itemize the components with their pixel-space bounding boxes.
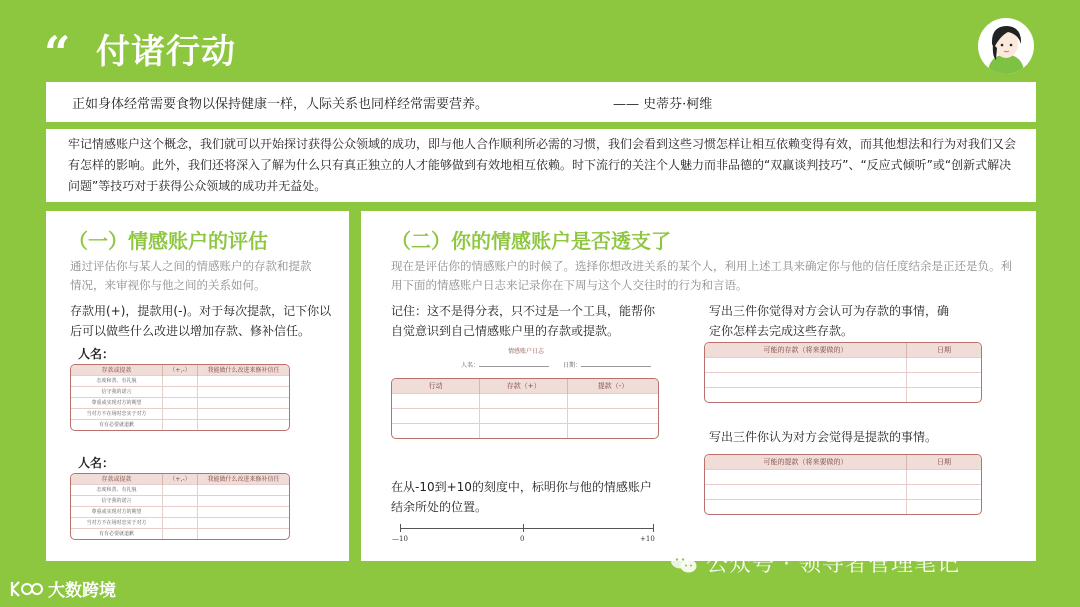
table-row bbox=[71, 506, 289, 517]
table-row bbox=[71, 528, 289, 539]
improve-cell[interactable] bbox=[197, 517, 289, 528]
sign-cell[interactable] bbox=[163, 484, 198, 495]
intro-text: 牢记情感账户这个概念，我们就可以开始探讨获得公众领域的成功，即与他人合作顺利所必需的习惯，我们会看到这些习惯怎样让相互依赖变得有效，而其他想法和行为对我们又会有怎样的影响。此外，我们还将深入了解为什么只有真正独立的人才能够做到有效地相互依赖。时下流行的关注个人魅力而非品德的“双赢谈判技巧”、“反应式倾听”或“创新式解决问题”等技巧对于获得公众领域的成功并无益处。 bbox=[68, 137, 1017, 193]
page-title: 付诸行动 bbox=[96, 32, 236, 72]
sign-cell[interactable] bbox=[163, 528, 198, 539]
scale-label-max: +10 bbox=[640, 535, 655, 543]
assessment-table-2 bbox=[70, 473, 290, 540]
left-description: 通过评估你与某人之间的情感账户的存款和提款情况，来审视你与他之间的关系如何。 bbox=[70, 259, 312, 292]
withdraw-cell[interactable] bbox=[705, 484, 906, 499]
watermark bbox=[670, 547, 960, 578]
table-cell: 尊重或实现对方的期望 bbox=[71, 506, 163, 517]
left-section-title: （一）情感账户的评估 bbox=[68, 229, 268, 253]
withdraw-cell[interactable] bbox=[568, 408, 658, 423]
avatar-illustration bbox=[978, 18, 1034, 74]
brand-icon bbox=[10, 579, 44, 599]
watermark-text: 公众号 · 领导者管理笔记 bbox=[706, 552, 960, 577]
table-row bbox=[71, 484, 289, 495]
table-row bbox=[71, 408, 289, 419]
date-cell[interactable] bbox=[906, 357, 981, 372]
withdraw-cell[interactable] bbox=[568, 423, 658, 438]
scale-tick bbox=[400, 524, 401, 532]
left-panel bbox=[46, 211, 349, 561]
date-cell[interactable] bbox=[906, 469, 981, 484]
table-header: 我能做什么改进来修补信任 bbox=[197, 365, 289, 375]
table-cell: 信守我的诺言 bbox=[71, 495, 163, 506]
table-header: 存款（+） bbox=[480, 379, 568, 393]
reminder-note: 记住：这不是得分表，只不过是一个工具，能帮你自觉意识到自己情感账户里的存款或提款。 bbox=[391, 304, 656, 338]
improve-cell[interactable] bbox=[197, 506, 289, 517]
action-cell[interactable] bbox=[392, 393, 480, 408]
table-row bbox=[705, 357, 981, 372]
table-header: 存款或提款 bbox=[71, 474, 163, 484]
log-table bbox=[391, 378, 659, 439]
table-header: 可能的提款（将来要做的） bbox=[705, 455, 906, 469]
table-row bbox=[392, 393, 658, 408]
title-quote-mark: “ bbox=[44, 26, 65, 80]
sign-cell[interactable] bbox=[163, 375, 198, 386]
deposit-prompt: 写出三件你觉得对方会认可为存款的事情，确定你怎样去完成这些存款。 bbox=[709, 304, 950, 338]
improve-cell[interactable] bbox=[197, 397, 289, 408]
improve-cell[interactable] bbox=[197, 408, 289, 419]
table-row bbox=[71, 495, 289, 506]
scale-tick bbox=[523, 524, 524, 532]
table-header: 行动 bbox=[392, 379, 480, 393]
improve-cell[interactable] bbox=[197, 528, 289, 539]
deposit-cell[interactable] bbox=[705, 387, 906, 402]
action-cell[interactable] bbox=[392, 408, 480, 423]
name-label-2: 人名： bbox=[78, 456, 115, 470]
withdraw-prompt: 写出三件你认为对方会觉得是提款的事情。 bbox=[709, 430, 938, 444]
date-cell[interactable] bbox=[906, 484, 981, 499]
quote-text: 正如身体经常需要食物以保持健康一样，人际关系也同样经常需要营养。 bbox=[72, 97, 489, 112]
deposit-table bbox=[704, 342, 982, 403]
balance-scale[interactable] bbox=[392, 524, 658, 544]
brand-logo bbox=[10, 576, 116, 601]
scale-line bbox=[400, 528, 654, 529]
log-title: 情感账户日志 bbox=[507, 348, 544, 355]
table-row bbox=[705, 484, 981, 499]
deposit-cell[interactable] bbox=[705, 372, 906, 387]
table-cell: 态度和善、有礼貌 bbox=[71, 484, 163, 495]
deposit-cell[interactable] bbox=[480, 423, 568, 438]
account-log bbox=[391, 340, 661, 452]
wechat-icon bbox=[670, 552, 698, 574]
scale-prompt: 在从-10到+10的刻度中，标明你与他的情感账户结余所处的位置。 bbox=[391, 480, 652, 514]
table-header: 我能做什么改进来修补信任 bbox=[197, 474, 289, 484]
table-cell: 有有必要就道歉 bbox=[71, 419, 163, 430]
date-cell[interactable] bbox=[906, 387, 981, 402]
avatar bbox=[978, 18, 1034, 74]
table-row bbox=[705, 499, 981, 514]
assessment-table-1 bbox=[70, 364, 290, 431]
improve-cell[interactable] bbox=[197, 484, 289, 495]
left-instruction: 存款用(+)，提款用(-)。对于每次提款，记下你以后可以做些什么改进以增加存款、修补信任。 bbox=[70, 304, 332, 338]
withdraw-table bbox=[704, 454, 982, 515]
improve-cell[interactable] bbox=[197, 375, 289, 386]
table-cell: 信守我的诺言 bbox=[71, 386, 163, 397]
improve-cell[interactable] bbox=[197, 419, 289, 430]
table-header: 提款（-） bbox=[568, 379, 658, 393]
table-row bbox=[705, 372, 981, 387]
sign-cell[interactable] bbox=[163, 419, 198, 430]
right-description: 现在是评估你的情感账户的时候了。选择你想改进关系的某个人，利用上述工具来确定你与他的信任度结余是正还是负。利用下面的情感账户日志来记录你在下周与这个人交往时的行为和言语。 bbox=[391, 259, 1012, 292]
sign-cell[interactable] bbox=[163, 397, 198, 408]
table-row bbox=[392, 408, 658, 423]
table-cell: 当对方不在场时忠实于对方 bbox=[71, 408, 163, 419]
sign-cell[interactable] bbox=[163, 386, 198, 397]
sign-cell[interactable] bbox=[163, 506, 198, 517]
withdraw-cell[interactable] bbox=[568, 393, 658, 408]
log-fields bbox=[461, 360, 651, 369]
deposit-cell[interactable] bbox=[480, 408, 568, 423]
table-row bbox=[392, 423, 658, 438]
improve-cell[interactable] bbox=[197, 495, 289, 506]
sign-cell[interactable] bbox=[163, 408, 198, 419]
table-cell: 当对方不在场时忠实于对方 bbox=[71, 517, 163, 528]
deposit-cell[interactable] bbox=[480, 393, 568, 408]
scale-label-min: —10 bbox=[392, 535, 408, 543]
deposit-cell[interactable] bbox=[705, 357, 906, 372]
table-row bbox=[71, 397, 289, 408]
table-header: 日期 bbox=[906, 455, 981, 469]
table-header: 日期 bbox=[906, 343, 981, 357]
table-cell: 态度和善、有礼貌 bbox=[71, 375, 163, 386]
table-row bbox=[71, 419, 289, 430]
table-cell: 有有必要就道歉 bbox=[71, 528, 163, 539]
intro-box bbox=[46, 129, 1036, 202]
table-row bbox=[71, 517, 289, 528]
name-label-1: 人名： bbox=[78, 347, 115, 361]
table-cell: 尊重或实现对方的期望 bbox=[71, 397, 163, 408]
date-cell[interactable] bbox=[906, 499, 981, 514]
table-header: 可能的存款（将来要做的） bbox=[705, 343, 906, 357]
right-section-title: （二）你的情感账户是否透支了 bbox=[391, 229, 671, 253]
quote-banner bbox=[46, 82, 1036, 122]
scale-tick bbox=[653, 524, 654, 532]
table-row bbox=[705, 387, 981, 402]
sign-cell[interactable] bbox=[163, 517, 198, 528]
table-row bbox=[71, 375, 289, 386]
table-row bbox=[705, 469, 981, 484]
withdraw-cell[interactable] bbox=[705, 469, 906, 484]
log-date-field: 日期： bbox=[563, 362, 582, 369]
table-header: （+,-） bbox=[163, 474, 198, 484]
log-name-field: 人名： bbox=[461, 362, 480, 369]
sign-cell[interactable] bbox=[163, 495, 198, 506]
table-row bbox=[71, 386, 289, 397]
action-cell[interactable] bbox=[392, 423, 480, 438]
improve-cell[interactable] bbox=[197, 386, 289, 397]
scale-label-zero: 0 bbox=[520, 535, 525, 543]
withdraw-cell[interactable] bbox=[705, 499, 906, 514]
brand-text: 大数跨境 bbox=[48, 581, 116, 601]
date-cell[interactable] bbox=[906, 372, 981, 387]
table-header: （+,-） bbox=[163, 365, 198, 375]
table-header: 存款或提款 bbox=[71, 365, 163, 375]
quote-author: —— 史蒂芬·柯维 bbox=[613, 97, 713, 112]
